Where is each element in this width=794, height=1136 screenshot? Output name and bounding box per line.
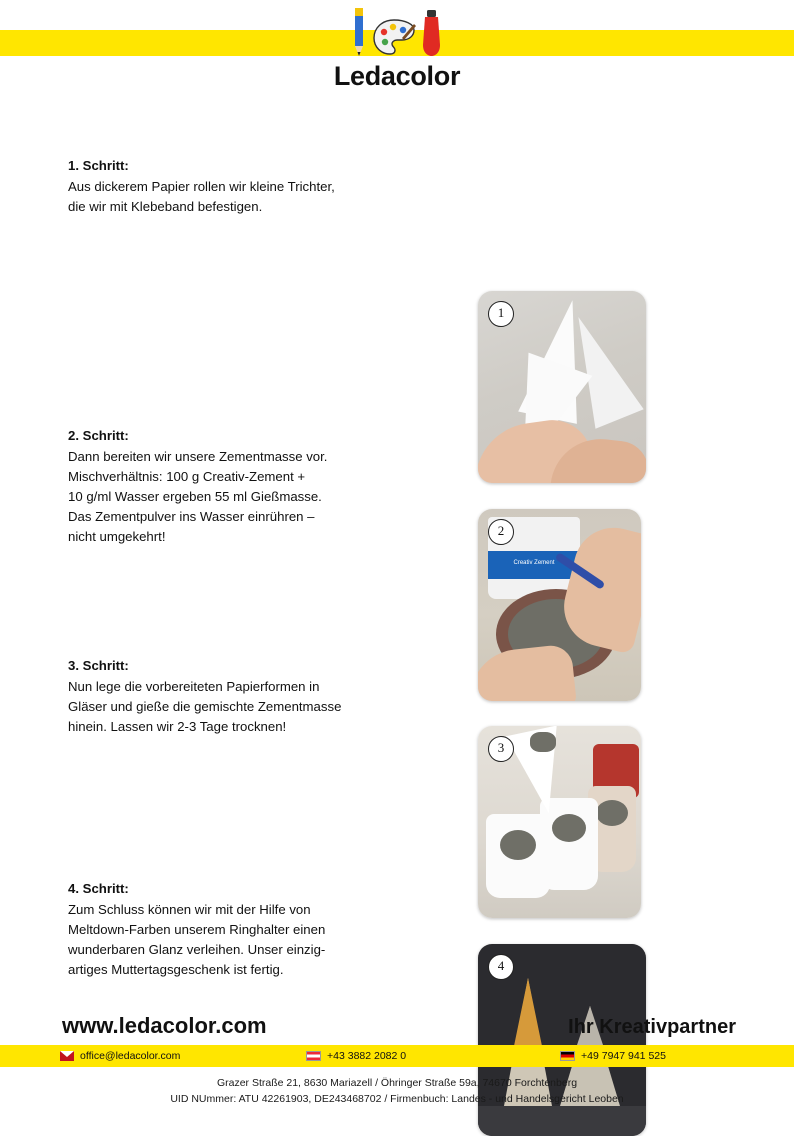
step-row-4 [0,879,794,980]
footer-slogan: Ihr Kreativpartner [568,1016,736,1038]
step-line: Aus dickerem Papier rollen wir kleine Trichter, [68,179,335,194]
cement-fill-shape [500,830,536,860]
instructions-content [0,156,794,980]
contact-phone-austria[interactable] [306,1050,406,1062]
page-header [0,0,794,118]
step-line: Mischverhältnis: 100 g Creativ-Zement + [68,469,306,484]
step-badge-3: 3 [488,736,514,762]
step-photo-3 [478,726,641,918]
cement-fill-shape [596,800,628,826]
step-line: nicht umgekehrt! [68,529,166,544]
footer-legal [0,1067,794,1107]
cement-fill-shape [530,732,556,752]
step-row-2 [0,426,794,547]
footer-website[interactable]: www.ledacolor.com [62,1013,267,1038]
step-title-2: 2. Schritt: [68,428,129,443]
step-body-2 [68,447,390,547]
step-title-4: 4. Schritt: [68,881,129,896]
footer-yellow-band [0,1045,794,1067]
logo-block [0,6,794,92]
logo-icons [345,6,449,58]
mail-icon [60,1051,74,1061]
hand-shape [478,644,577,701]
contact-email-text: office@ledacolor.com [80,1050,181,1062]
step-photo-1 [478,291,646,483]
step-line: Das Zementpulver ins Wasser einrühren – [68,509,315,524]
step-row-3 [0,656,794,737]
step-line: 10 g/ml Wasser ergeben 55 ml Gießmasse. [68,489,322,504]
contact-phone-germany-text: +49 7947 941 525 [581,1050,666,1062]
step-badge-1: 1 [488,301,514,327]
step-line: Nun lege die vorbereiteten Papierformen in [68,679,320,694]
page-footer [0,1003,794,1123]
step-line: Dann bereiten wir unsere Zementmasse vor. [68,449,328,464]
flag-austria-icon [306,1051,321,1061]
contact-phone-germany[interactable] [560,1050,666,1062]
paint-tube-icon [421,8,443,58]
step-line: Zum Schluss können wir mit der Hilfe von [68,902,311,917]
step-text-1 [0,156,390,217]
step-row-1 [0,156,794,217]
contact-email[interactable] [60,1050,180,1062]
step-line: Meltdown-Farben unserem Ringhalter einen [68,922,326,937]
step-badge-2: 2 [488,519,514,545]
step-line: wunderbaren Glanz verleihen. Unser einzig- [68,942,326,957]
step-line: hinein. Lassen wir 2-3 Tage trocknen! [68,719,287,734]
step-text-3 [0,656,390,737]
step-body-3 [68,677,390,737]
step-text-2 [0,426,390,547]
step-line: artiges Muttertagsgeschenk ist fertig. [68,962,284,977]
step-text-4 [0,879,390,980]
step-title-3: 3. Schritt: [68,658,129,673]
paint-palette-icon [372,18,416,58]
step-photo-2 [478,509,641,701]
footer-legal-line-1: Grazer Straße 21, 8630 Mariazell / Öhringer Straße 59a, 74670 Forchtenberg [216,1077,578,1089]
step-badge-4: 4 [488,954,514,980]
footer-top [0,1003,794,1045]
pencil-icon [351,6,367,58]
contact-phone-austria-text: +43 3882 2082 0 [327,1050,407,1062]
step-body-4 [68,900,390,980]
bucket-label-text: Creativ Zement [513,560,555,566]
brand-name: Ledacolor [333,61,461,91]
footer-legal-line-2: UID NUmmer: ATU 42261903, DE243468702 / Firmenbuch: Landes - und Handelsgericht Leoben [170,1093,624,1105]
cement-fill-shape [552,814,586,842]
step-body-1 [68,177,390,217]
step-title-1: 1. Schritt: [68,158,129,173]
step-line: Gläser und gieße die gemischte Zementmasse [68,699,342,714]
flag-germany-icon [560,1051,575,1061]
step-line: die wir mit Klebeband befestigen. [68,199,263,214]
